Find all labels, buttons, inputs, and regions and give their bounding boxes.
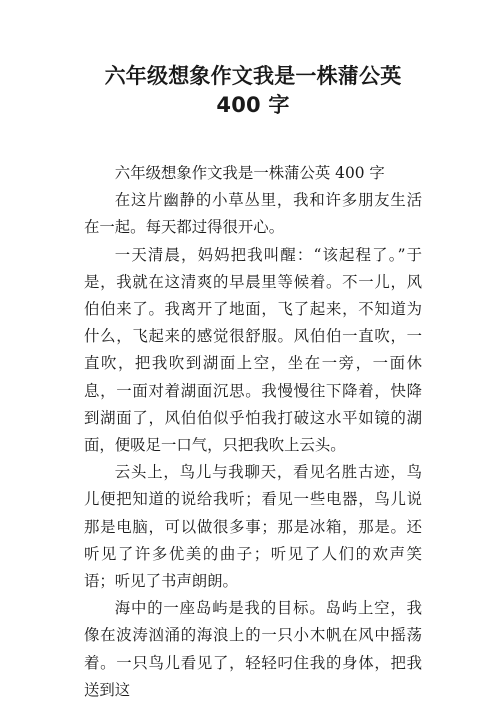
paragraph: 海中的一座岛屿是我的目标。岛屿上空，我像在波涛汹涌的海浪上的一只小木帆在风中摇荡着。一只鸟儿看见了，轻轻叼住我的身体，把我送到这: [84, 599, 422, 699]
document-body: [84, 160, 422, 704]
paragraph: 云头上，鸟儿与我聊天，看见名胜古迹，鸟儿便把知道的说给我听；看见一些电器，鸟儿说那是电脑，可以做很多事；那是冰箱，那是。还听见了许多优美的曲子；听见了人们的欢声笑语；听见了书声朗朗。: [84, 463, 422, 591]
paragraph-subtitle: 六年级想象作文我是一株蒲公英 400 字: [114, 164, 385, 182]
paragraph: 在这片幽静的小草丛里，我和许多朋友生活在一起。每天都过得很开心。: [84, 191, 422, 237]
paragraph: 一天清晨，妈妈把我叫醒：“该起程了。”于是，我就在这清爽的早晨里等候着。不一儿，风伯伯来了。我离开了地面，飞了起来，不知道为什么，飞起来的感觉很舒服。风伯伯一直吹，一直吹，把我吹到湖面上空，坐在一旁，一面休息，一面对着湖面沉思。我慢慢往下降着，快降到湖面了，风伯伯似乎怕我打破这水平如镜的湖面，便吸足一口气，只把我吹上云头。: [84, 245, 422, 455]
document-title: 六年级想象作文我是一株蒲公英 400 字: [104, 64, 402, 117]
